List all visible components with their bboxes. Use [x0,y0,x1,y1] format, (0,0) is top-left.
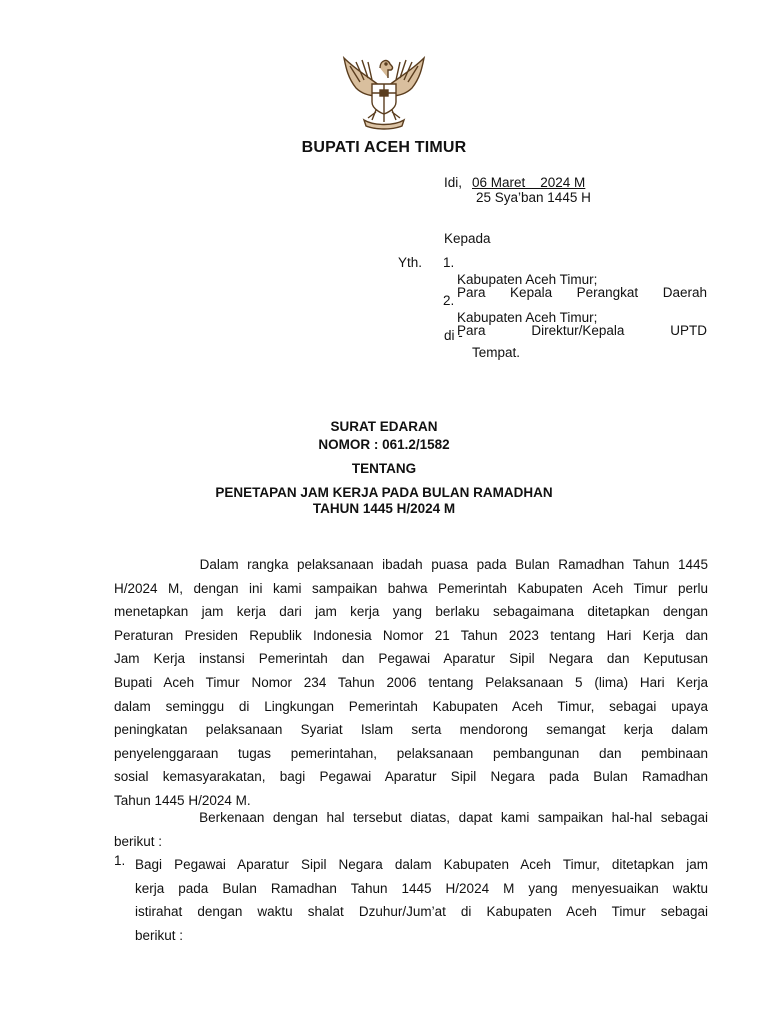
recipient-1-line2: Kabupaten Aceh Timur; [457,272,598,287]
recipient-2-number: 2. [443,293,455,308]
paragraph-line: Dalam rangka pelaksanaan ibadah puasa pada Bulan Ramadhan Tahun 1445 [114,557,708,572]
paragraph-line: dalam seminggu di Lingkungan Pemerintah Kabupaten Aceh Timur, sebagai upaya [114,698,708,714]
tentang-label: TENTANG [351,461,417,476]
recipient-2-line2: Kabupaten Aceh Timur; [457,310,598,325]
tempat-label: Tempat. [472,345,521,360]
paragraph-line: peningkatan pelaksanaan Syariat Islam serta mendorong semangat kerja dalam [114,722,708,738]
item-1-text [135,853,708,947]
paragraph-line: Tahun 1445 H/2024 M. [114,792,251,808]
paragraph-line: menetapkan jam kerja dari jam kerja yang berlaku sebagaimana ditetapkan dengan [114,604,708,620]
yth-label: Yth. [398,255,423,270]
date-gregorian: 06 Maret 2024 M [472,175,586,190]
paragraph-line: Jam Kerja instansi Pemerintah dan Pegawai Aparatur Sipil Negara dan Keputusan [114,651,708,667]
paragraph-line: istirahat dengan waktu shalat Dzuhur/Jum’at di Kabupaten Aceh Timur sebagai [135,904,708,920]
paragraph-line: Peraturan Presiden Republik Indonesia Nomor 21 Tahun 2023 tentang Hari Kerja dan [114,627,708,643]
item-1-number: 1. [114,853,126,868]
recipient-2-text: Para Direktur/Kepala UPTD [457,323,707,338]
document-number: NOMOR : 061.2/1582 [318,437,450,452]
recipient-1-text: Para Kepala Perangkat Daerah [457,285,707,300]
recipient-1-number: 1. [443,255,455,270]
paragraph-line: berikut : [135,927,184,943]
subject-line-1: PENETAPAN JAM KERJA PADA BULAN RAMADHAN [215,485,553,500]
paragraph-line: sosial kemasyarakatan, bagi Pegawai Aparatur Sipil Negara pada Bulan Ramadhan [114,769,708,785]
paragraph-line: kerja pada Bulan Ramadhan Tahun 1445 H/2024 M yang menyesuaikan waktu [135,880,708,896]
di-label: di - [444,328,463,343]
paragraph-line: H/2024 M, dengan ini kami sampaikan bahwa Pemerintah Kabupaten Aceh Timur perlu [114,580,708,596]
kepada-label: Kepada [444,231,491,246]
paragraph-2 [114,806,708,853]
paragraph-line: Bupati Aceh Timur Nomor 234 Tahun 2006 tentang Pelaksanaan 5 (lima) Hari Kerja [114,674,708,690]
paragraph-line: Bagi Pegawai Aparatur Sipil Negara dalam Kabupaten Aceh Timur, ditetapkan jam [135,857,708,872]
date-city: Idi, [444,175,463,190]
document-type: SURAT EDARAN [330,419,438,434]
paragraph-1 [114,553,708,813]
garuda-pancasila-emblem-icon [336,48,432,130]
paragraph-line: Berkenaan dengan hal tersebut diatas, dapat kami sampaikan hal-hal sebagai [114,810,708,825]
paragraph-line: berikut : [114,833,163,849]
letterhead-title: BUPATI ACEH TIMUR [301,139,467,156]
paragraph-line: penyelenggaraan tugas pemerintahan, pelaksanaan pembangunan dan pembinaan [114,745,708,761]
subject-line-2: TAHUN 1445 H/2024 M [312,501,456,516]
date-hijri: 25 Sya’ban 1445 H [476,190,591,205]
